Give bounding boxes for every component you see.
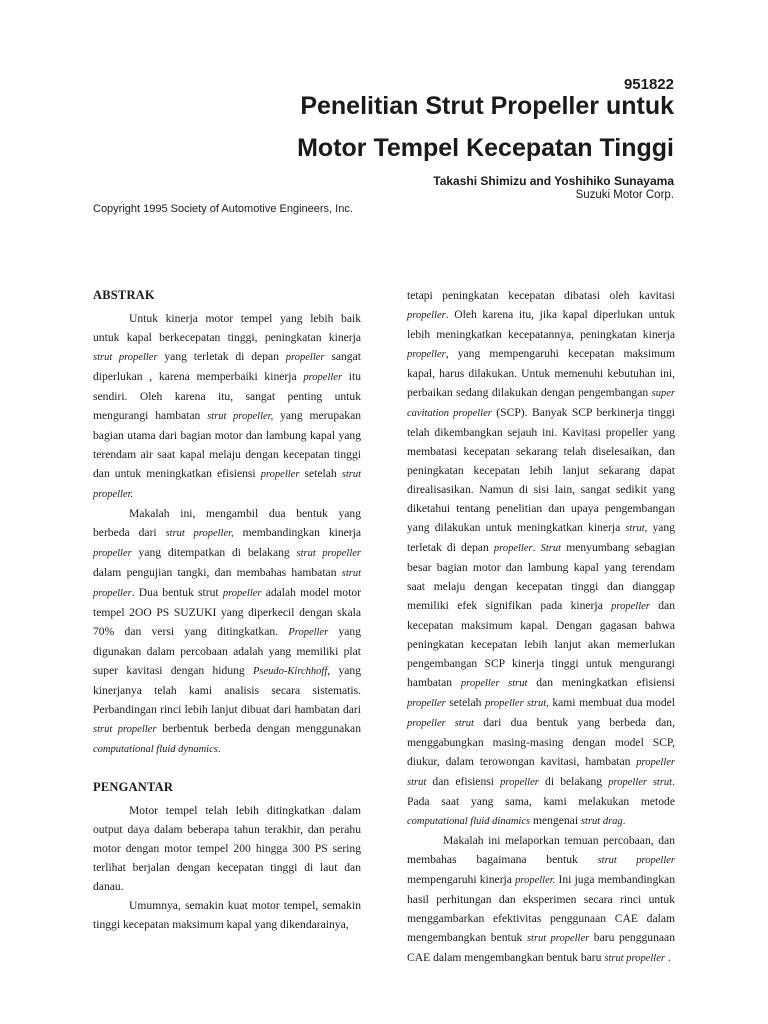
right-column (407, 286, 675, 968)
intro-paragraph-2-continued: tetapi peningkatan kecepatan dibatasi oleh kavitasi propeller. Oleh karena itu, jika kapal diperlukan untuk lebih meningkatkan kecepatannya, peningkatan kinerja propeller, yang mempengaruhi kecepatan maksimum kapal, harus dilakukan. Untuk memenuhi kebutuhan ini, perbaikan sedang dilakukan dengan pengembangan super cavitation propeller (SCP). Banyak SCP berkinerja tinggi telah dikembangkan sejauh ini. Kavitasi propeller yang membatasi kecepatan sekarang telah diselesaikan, dan peningkatan kecepatan lebih lanjut sekarang dapat direalisasikan. Namun di sisi lain, sangat sedikit yang diketahui tentang penelitian dan upaya pengembangan yang dilakukan untuk meningkatkan kinerja strut, yang terletak di depan propeller. Strut menyumbang sebagian besar bagian motor dan lambung kapal yang terendam saat melaju dengan kecepatan tinggi dan dianggap memiliki efek signifikan pada kinerja propeller dan kecepatan maksimum kapal. Dengan gagasan bahwa peningkatan kecepatan lebih lanjut akan memerlukan pengembangan SCP kinerja tinggi untuk mengurangi hambatan propeller strut dan meningkatkan efisiensi propeller setelah propeller strut, kami membuat dua model propeller strut dari dua bentuk yang berbeda dan, menggabungkan masing-masing dengan model SCP, diukur, dalam terowongan kavitasi, hambatan propeller strut dan efisiensi propeller di belakang propeller strut. Pada saat yang sama, kami melakukan metode computational fluid dinamics mengenai strut drag. (407, 289, 676, 827)
abstract-paragraph-2: Makalah ini, mengambil dua bentuk yang berbeda dari strut propeller, membandingkan kinerja propeller yang ditempatkan di belakang strut propeller dalam pengujian tangki, dan membahas hambatan strut propeller. Dua bentuk strut propeller adalah model motor tempel 2OO PS SUZUKI yang diperkecil dengan skala 70% dan versi yang ditingkatkan. Propeller yang digunakan dalam percobaan adalah yang memiliki plat super kavitasi dengan hidung Pseudo-Kirchhoff, yang kinerjanya telah kami analisis secara sistematis. Perbandingan rinci lebih lanjut dibuat dari hambatan dari strut propeller berbentuk berbeda dengan menggunakan computational fluid dynamics. (93, 507, 362, 755)
intro-paragraph-1: Motor tempel telah lebih ditingkatkan dalam output daya dalam beberapa tahun terakhir, dan perahu motor dengan motor tempel 200 hingga 300 PS sering terlihat berjalan dengan kecepatan tinggi di laut dan danau. (93, 804, 361, 893)
abstract-paragraph-1: Untuk kinerja motor tempel yang lebih baik untuk kapal berkecepatan tinggi, peningkatan kinerja strut propeller yang terletak di depan propeller sangat diperlukan , karena memperbaiki kinerja propeller itu sendiri. Oleh karena itu, sangat penting untuk mengurangi hambatan strut propeller, yang merupakan bagian utama dari bagian motor dan lambung kapal yang terendam air saat kapal melaju dengan kecepatan tinggi dan untuk meningkatkan efisiensi propeller setelah strut propeller. (93, 312, 362, 500)
intro-heading: PENGANTAR (93, 780, 174, 794)
abstract-heading: ABSTRAK (93, 288, 155, 302)
title-line-1: Penelitian Strut Propeller untuk (300, 92, 674, 120)
title-line-2: Motor Tempel Kecepatan Tinggi (297, 134, 674, 162)
left-column (93, 286, 361, 934)
intro-paragraph-3: Makalah ini melaporkan temuan percobaan, dan membahas bagaimana bentuk strut propeller mempengaruhi kinerja propeller. Ini juga membandingkan hasil perhitungan dan eksperimen secara rinci untuk menggambarkan efektivitas penggunaan CAE dalam mengembangkan bentuk strut propeller baru penggunaan CAE dalam mengembangkan bentuk baru strut propeller . (407, 834, 676, 964)
authors: Takashi Shimizu and Yoshihiko Sunayama (433, 174, 674, 188)
paper-number: 951822 (623, 76, 674, 93)
intro-paragraph-2: Umumnya, semakin kuat motor tempel, semakin tinggi kecepatan maksimum kapal yang dikendarainya, (93, 899, 361, 931)
copyright-notice: Copyright 1995 Society of Automotive Engineers, Inc. (93, 203, 353, 215)
affiliation: Suzuki Motor Corp. (575, 189, 674, 201)
